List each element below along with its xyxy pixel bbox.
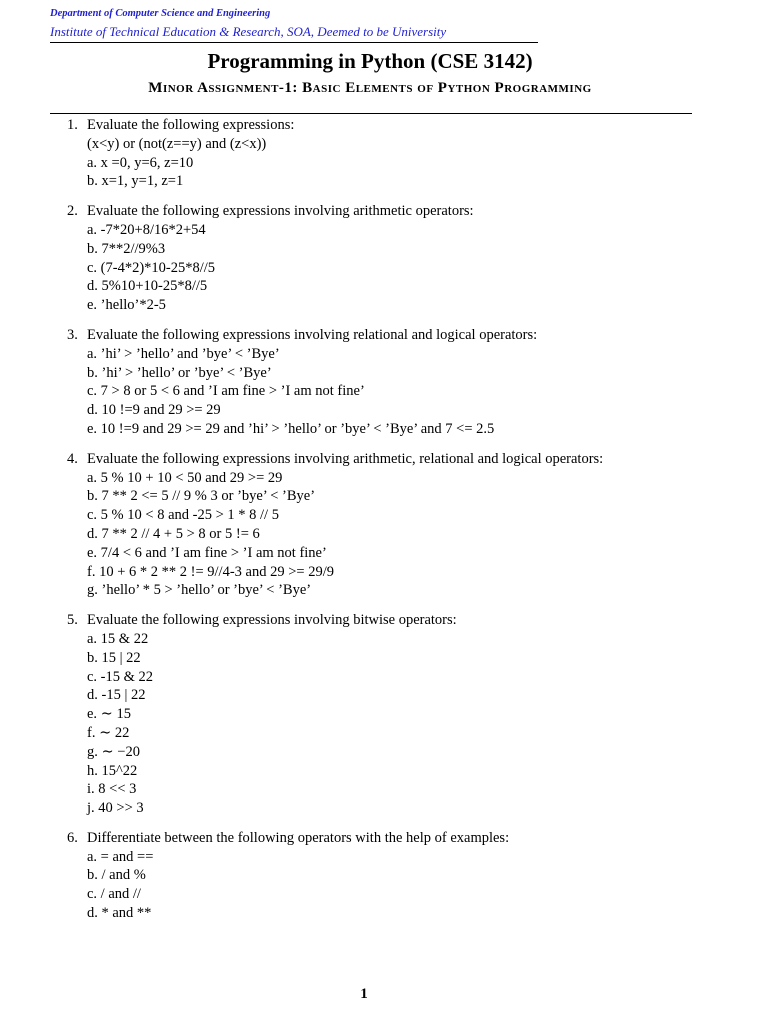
question-item: h. 15^22 [87,762,138,779]
question-item: b. 15 | 22 [87,649,141,666]
institute-name: Institute of Technical Education & Research, SOA, Deemed to be University [50,24,447,39]
question-item: b. 7 ** 2 <= 5 // 9 % 3 or ’bye’ < ’Bye’ [87,488,316,505]
question-item: d. * and ** [87,905,152,922]
page-title: Programming in Python (CSE 3142) [207,49,533,73]
question-item: a. ’hi’ > ’hello’ and ’bye’ < ’Bye’ [87,345,280,362]
question-item: d. -15 | 22 [87,687,146,704]
question-number: 4. [67,450,78,467]
question-text: Evaluate the following expressions involving arithmetic operators: [87,203,474,220]
question-2 [0,202,768,315]
question-text: Evaluate the following expressions involving relational and logical operators: [87,326,538,343]
question-item: c. / and // [87,886,141,903]
question-item: f. 10 + 6 * 2 ** 2 != 9//4-3 and 29 >= 29/9 [87,563,334,580]
question-item: (x<y) or (not(z==y) and (z<x)) [87,135,267,152]
question-item: a. 5 % 10 + 10 < 50 and 29 >= 29 [87,469,283,486]
question-item: g. ∼ −20 [87,743,140,760]
question-text: Evaluate the following expressions involving arithmetic, relational and logical operators: [87,450,604,467]
department-name: Department of Computer Science and Engineering [50,8,271,19]
question-number: 6. [67,829,78,846]
assignment-subtitle: Minor Assignment-1: Basic Elements of Python Programming [148,80,592,96]
question-item: a. 15 & 22 [87,630,149,647]
question-text: Evaluate the following expressions involving bitwise operators: [87,612,457,629]
question-item: e. 7/4 < 6 and ’I am fine > ’I am not fine’ [87,544,327,561]
question-text: Evaluate the following expressions: [87,117,295,133]
question-item: e. ∼ 15 [87,706,131,723]
question-item: i. 8 << 3 [87,781,137,798]
question-item: d. 10 !=9 and 29 >= 29 [87,402,221,419]
question-4 [0,450,768,600]
question-item: c. (7-4*2)*10-25*8//5 [87,259,216,276]
question-item: b. 7**2//9%3 [87,240,166,257]
question-item: e. 10 !=9 and 29 >= 29 and ’hi’ > ’hello’ or ’bye’ < ’Bye’ and 7 <= 2.5 [87,420,495,437]
question-number: 5. [67,612,78,629]
question-number: 2. [67,203,78,220]
question-text: Differentiate between the following operators with the help of examples: [87,829,510,846]
question-item: a. -7*20+8/16*2+54 [87,221,206,238]
header-rule [50,42,538,43]
question-item: f. ∼ 22 [87,724,130,741]
question-number: 1. [67,117,78,133]
question-item: d. 5%10+10-25*8//5 [87,278,208,295]
question-item: g. ’hello’ * 5 > ’hello’ or ’bye’ < ’Bye’ [87,582,312,599]
page-number: 1 [360,986,368,1002]
title-rule [50,113,692,114]
question-list [0,116,768,934]
question-item: b. / and % [87,867,146,884]
question-number: 3. [67,326,78,343]
question-item: c. 7 > 8 or 5 < 6 and ’I am fine > ’I am not fine’ [87,383,365,400]
question-item: b. ’hi’ > ’hello’ or ’bye’ < ’Bye’ [87,364,272,381]
question-item: b. x=1, y=1, z=1 [87,173,184,190]
question-5 [0,611,768,818]
question-1 [0,116,768,191]
question-item: a. = and == [87,848,154,865]
question-3 [0,326,768,439]
question-item: c. 5 % 10 < 8 and -25 > 1 * 8 // 5 [87,507,279,524]
question-item: c. -15 & 22 [87,668,154,685]
question-6 [0,829,768,923]
question-item: d. 7 ** 2 // 4 + 5 > 8 or 5 != 6 [87,525,260,542]
question-item: a. x =0, y=6, z=10 [87,154,194,171]
question-item: e. ’hello’*2-5 [87,297,166,314]
question-item: j. 40 >> 3 [87,800,144,817]
